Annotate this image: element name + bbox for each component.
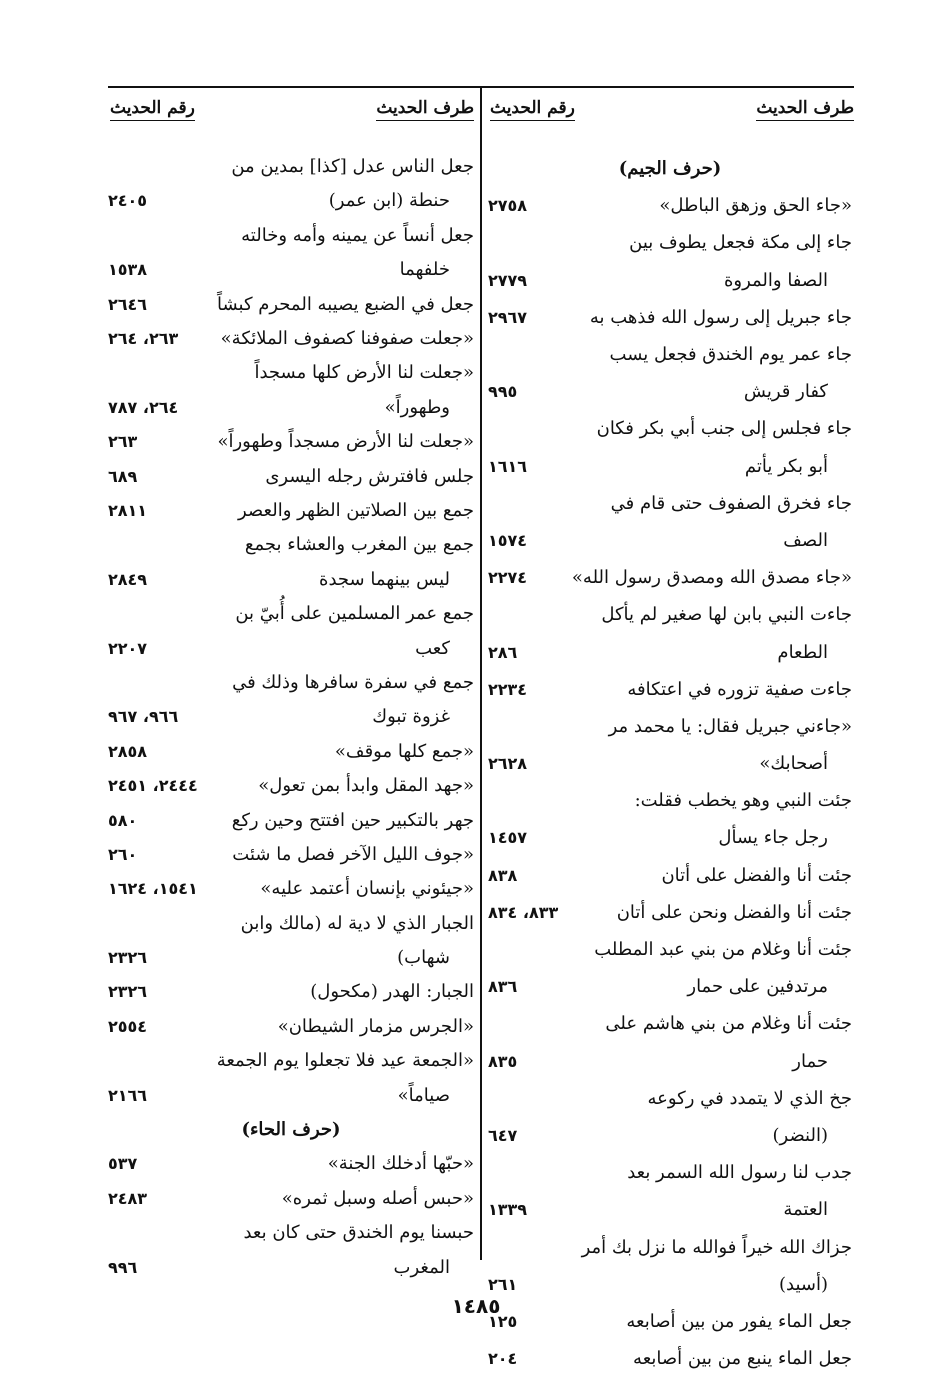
entry-text: «جعلت لنا الأرض مسجداً وطهوراً»: [217, 431, 474, 453]
index-entry: [108, 425, 474, 459]
hadith-number: ١٢٥: [488, 1312, 518, 1331]
entry-text: الصفا والمروة: [723, 269, 828, 291]
index-entry: [108, 528, 474, 597]
hadith-number: ٢٦٠: [108, 844, 138, 864]
index-entry: [488, 782, 852, 856]
hadith-number: ٨٣٥: [488, 1051, 518, 1071]
hadith-number: ٩٩٥: [488, 382, 518, 402]
entry-text: جعل الماء ينبع من بين أصابعه: [633, 1348, 852, 1370]
index-entry: [488, 1303, 852, 1340]
hadith-number: ٥٨٠: [108, 810, 138, 830]
entry-text: كفار قريش: [743, 381, 828, 403]
left-header-num: رقم الحديث: [110, 98, 195, 121]
index-entry: [108, 322, 474, 356]
index-entry: [108, 150, 474, 219]
entry-text: جمع بين المغرب والعشاء بجمع: [244, 534, 474, 556]
hadith-number: ٩٦٦، ٩٦٧: [108, 707, 179, 727]
hadith-number: ١٥٧٤: [488, 530, 528, 550]
index-entry: [108, 494, 474, 528]
hadith-number: ٢٩٦٧: [488, 307, 528, 327]
index-entry: [488, 485, 852, 559]
entry-text: حنطة (ابن عمر): [328, 190, 450, 212]
right-header-text: طرف الحديث: [756, 98, 854, 121]
right-header-num: رقم الحديث: [490, 98, 575, 121]
entry-text: «جهد المقل وابدأ بمن تعول»: [258, 775, 474, 797]
hadith-number: ٢٥٥٤: [108, 1016, 148, 1036]
entry-text: «جمع كلها موقف»: [334, 740, 474, 762]
hadith-number: ٢٨٥٨: [108, 741, 148, 761]
entry-text: الجبار الذي لا دية له (مالك وابن: [240, 912, 474, 934]
entry-text: (أسيد): [778, 1273, 828, 1295]
index-entry: [488, 708, 852, 782]
column-divider: [480, 88, 482, 1260]
entry-text: «حبس أصله وسبل ثمره»: [281, 1187, 474, 1209]
entry-text: مرتدفين على حمار: [687, 976, 828, 998]
entry-text: «جعلت لنا الأرض كلها مسجداً: [254, 362, 474, 384]
hadith-number: ٢٦٢٨: [488, 754, 528, 774]
index-entry: [108, 1010, 474, 1044]
entry-text: «جاءني جبريل فقال: يا محمد مر: [608, 715, 852, 737]
index-entry: [108, 219, 474, 288]
entry-text: جهر بالتكبير حين افتتح وحين ركع: [231, 809, 474, 831]
entry-text: جعل في الضبع يصيبه المحرم كبشاً: [216, 293, 474, 315]
entry-text: «جاء الحق وزهق الباطل»: [659, 195, 852, 217]
section-heading: (حرف الجيم): [618, 158, 722, 179]
entry-text: جخ الذي لا يتمدد في ركوعه: [647, 1087, 852, 1109]
entry-text: جعل الماء يفور من بين أصابعه: [626, 1311, 852, 1332]
entry-text: العتمة: [783, 1199, 828, 1221]
entry-text: حمار: [792, 1050, 828, 1072]
index-entry: [108, 907, 474, 976]
left-column: [108, 150, 474, 1285]
entry-text: «جيئوني بإنسان أعتمد عليه»: [260, 878, 474, 900]
entry-text: جئت أنا وغلام من بني عبد المطلب: [594, 939, 852, 961]
index-entry: [488, 1154, 852, 1228]
entry-text: جئت أنا وغلام من بني هاشم على: [605, 1013, 852, 1035]
entry-text: «حبّها أدخلك الجنة»: [327, 1153, 474, 1175]
hadith-number: ٨٣٦: [488, 977, 518, 997]
index-entry: [488, 1080, 852, 1154]
index-entry: [488, 857, 852, 894]
index-entry: [108, 1147, 474, 1181]
index-entry: [108, 872, 474, 906]
entry-text: جزاك الله خيراً فوالله ما نزل بك أمر: [581, 1236, 852, 1258]
entry-text: جئت أنا والفضل ونحن على أتان: [616, 901, 852, 923]
entry-text: «الجرس مزمار الشيطان»: [277, 1015, 474, 1037]
index-entry: [488, 187, 852, 224]
entry-text: جاء جبريل إلى رسول الله فذهب به: [589, 306, 852, 328]
entry-text: وطهوراً»: [384, 396, 450, 418]
entry-text: المغرب: [393, 1256, 450, 1278]
hadith-number: ١٤٥٧: [488, 828, 528, 848]
hadith-number: ٢٠٤: [488, 1349, 518, 1369]
hadith-number: ٢٢٧٤: [488, 568, 528, 588]
index-entry: [108, 769, 474, 803]
entry-text: جاءت النبي بابن لها صغير لم يأكل: [601, 604, 852, 626]
entry-text: شهاب): [397, 947, 450, 969]
hadith-number: ٢٢٣٤: [488, 679, 528, 699]
entry-text: «الجمعة عيد فلا تجعلوا يوم الجمعة: [216, 1050, 474, 1072]
entry-text: جاءت صفية تزوره في اعتكافه: [627, 678, 852, 700]
hadith-number: ٢٧٥٨: [488, 196, 528, 216]
hadith-number: ٢٨٤٩: [108, 569, 148, 589]
hadith-number: ٢٤٤٤، ٢٤٥١: [108, 776, 198, 796]
index-entry: [488, 224, 852, 298]
entry-text: جاء إلى مكة فجعل يطوف بين: [629, 232, 852, 254]
entry-text: غزوة تبوك: [372, 706, 450, 728]
entry-text: الطعام: [777, 641, 828, 663]
index-entry: [488, 1229, 852, 1303]
hadith-number: ٨٣٨: [488, 865, 518, 885]
hadith-number: ٢١٦٦: [108, 1085, 148, 1105]
entry-text: جئت النبي وهو يخطب فقلت:: [634, 790, 852, 812]
entry-text: جاء عمر يوم الخندق فجعل يسب: [609, 343, 852, 365]
hadith-number: ٢٨٦: [488, 642, 518, 662]
section-heading: (حرف الحاء): [241, 1119, 341, 1141]
index-entry: [108, 735, 474, 769]
entry-text: جلس فافترش رجله اليسرى: [265, 465, 474, 487]
right-column: [488, 150, 852, 1377]
index-entry: [108, 597, 474, 666]
hadith-number: ١٣٣٩: [488, 1200, 528, 1220]
index-entry: [488, 299, 852, 336]
hadith-number: ٢٣٢٦: [108, 982, 148, 1002]
index-entry: [108, 975, 474, 1009]
hadith-number: ٢٧٧٩: [488, 270, 528, 290]
index-entry: [108, 288, 474, 322]
index-entry: [108, 1182, 474, 1216]
entry-text: جئت أنا والفضل على أتان: [661, 864, 852, 886]
index-entry: [108, 460, 474, 494]
index-entry: [488, 671, 852, 708]
index-entry: [488, 596, 852, 670]
index-entry: [488, 1340, 852, 1377]
hadith-number: ٩٩٦: [108, 1257, 138, 1277]
hadith-number: ٢٤٨٣: [108, 1188, 148, 1208]
index-entry: [488, 559, 852, 596]
entry-text: الجبار: الهدر (مكحول): [310, 981, 474, 1003]
hadith-number: ٦٤٧: [488, 1126, 518, 1146]
index-entry: [488, 336, 852, 410]
entry-text: «جوف الليل الآخر فصل ما شئت: [232, 843, 474, 865]
entry-text: صياماً»: [397, 1084, 450, 1106]
hadith-number: ٥٣٧: [108, 1154, 138, 1174]
hadith-number: ٢٢٠٧: [108, 638, 148, 658]
entry-text: جمع عمر المسلمين على أُبيّ بن: [235, 603, 474, 625]
index-entry: [488, 410, 852, 484]
hadith-number: ٨٣٣، ٨٣٤: [488, 902, 559, 922]
hadith-number: ٢٦٤، ٧٨٧: [108, 397, 179, 417]
index-entry: [488, 894, 852, 931]
entry-text: حبسنا يوم الخندق حتى كان بعد: [243, 1222, 474, 1244]
entry-text: (النضر): [772, 1125, 828, 1147]
hadith-number: ٢٤٠٥: [108, 191, 148, 211]
hadith-number: ٢٦٣: [108, 432, 138, 452]
index-entry: [108, 804, 474, 838]
entry-text: «جعلت صفوفنا كصفوف الملائكة»: [220, 327, 474, 349]
index-entry: [488, 931, 852, 1005]
hadith-number: ١٦١٦: [488, 456, 528, 476]
entry-text: رجل جاء يسأل: [718, 827, 828, 849]
hadith-number: ١٥٤١، ١٦٢٤: [108, 879, 198, 899]
left-header-text: طرف الحديث: [376, 98, 474, 121]
entry-text: جمع في سفرة سافرها وذلك في: [232, 671, 474, 693]
entry-text: ليس بينهما سجدة: [319, 568, 450, 590]
hadith-number: ٢٨١١: [108, 500, 148, 520]
hadith-number: ٢٣٢٦: [108, 948, 148, 968]
entry-text: أبو بكر يأتم: [744, 455, 828, 477]
entry-text: «جاء مصدق الله ومصدق رسول الله»: [571, 567, 852, 589]
entry-text: الصف: [783, 529, 828, 551]
entry-text: جاء فجلس إلى جنب أبي بكر فكان: [596, 418, 852, 440]
entry-text: خلفهما: [399, 259, 450, 281]
hadith-number: ٦٨٩: [108, 466, 138, 486]
index-entry: [488, 1005, 852, 1079]
index-entry: [108, 356, 474, 425]
hadith-number: ٢٦٣، ٢٦٤: [108, 328, 179, 348]
hadith-number: ١٥٣٨: [108, 260, 148, 280]
entry-text: كعب: [415, 637, 450, 659]
entry-text: جعل الناس عدل [كذا] بمدين من: [231, 156, 474, 177]
hadith-number: ٢٦٤٦: [108, 294, 148, 314]
page-number: ١٤٨٥: [451, 1294, 501, 1318]
hadith-number: ٢٦١: [488, 1274, 518, 1294]
entry-text: جاء فخرق الصفوف حتى قام في: [610, 492, 852, 514]
index-entry: [108, 1216, 474, 1285]
entry-text: جعل أنساً عن يمينه وأمه وخالته: [241, 224, 474, 246]
index-entry: [108, 666, 474, 735]
entry-text: جمع بين الصلاتين الظهر والعصر: [237, 499, 474, 521]
entry-text: جدب لنا رسول الله السمر بعد: [627, 1162, 852, 1184]
index-entry: [108, 1044, 474, 1113]
index-entry: [108, 838, 474, 872]
entry-text: أصحابك»: [759, 753, 828, 775]
